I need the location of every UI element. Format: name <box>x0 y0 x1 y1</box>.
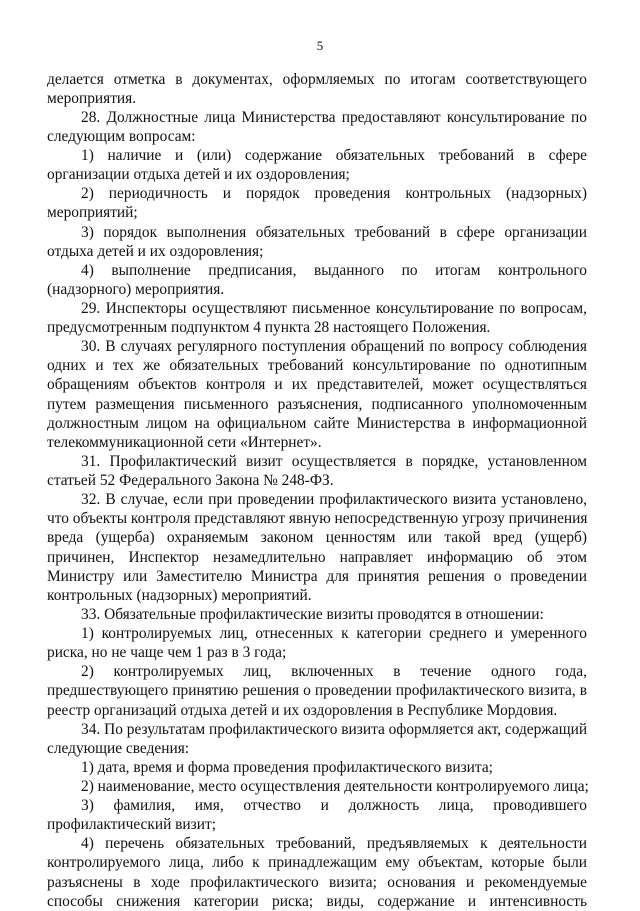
text-line: причинен, Инспектор незамедлительно направляет информацию об этом <box>47 548 587 566</box>
text-line: контролируемого лица, либо к принадлежащим ему объектам, которые были <box>47 854 587 872</box>
text-line: статьей 52 Федерального Закона № 248-ФЗ. <box>47 472 334 489</box>
text-line: отдыха детей и их оздоровления; <box>47 242 264 260</box>
text-line: профилактический визит; <box>47 816 216 834</box>
text-line: путем размещения письменного разъяснения, подписанного уполномоченным <box>47 395 587 413</box>
text-line: контрольных (надзорных) мероприятий. <box>47 586 312 604</box>
text-line: телекоммуникационной сети «Интернет». <box>47 433 322 451</box>
text-line: 1) дата, время и форма проведения профилактического визита; <box>81 758 493 776</box>
text-line: 34. По результатам профилактического визита оформляется акт, содержащий <box>81 720 588 738</box>
text-line: одних и тех же обязательных требований консультирование по однотипным <box>47 357 587 375</box>
text-line: риска, но не чаще чем 1 раз в 3 года; <box>47 644 287 662</box>
page-number: 5 <box>316 38 324 53</box>
text-line: вреда (ущерба) охраняемым законом ценностям или такой вред (ущерб) <box>47 529 587 547</box>
text-line: разъяснены в ходе профилактического визита; основания и рекомендуемые <box>47 873 587 891</box>
text-line: 2) контролируемых лиц, включенных в течение одного года, <box>81 663 587 681</box>
text-line: (надзорного) мероприятия. <box>47 280 225 298</box>
text-line: предусмотренным подпунктом 4 пункта 28 настоящего Положения. <box>47 319 491 337</box>
text-line: обращениям объектов контроля и их представителей, может осуществляться <box>47 376 587 394</box>
text-line: организации отдыха детей и их оздоровления; <box>47 166 350 184</box>
text-line: следующим вопросам: <box>47 127 196 145</box>
text-line: реестр организаций отдыха детей и их оздоровления в Республике Мордовия. <box>47 701 558 719</box>
text-line: 4) выполнение предписания, выданного по итогам контрольного <box>81 261 587 279</box>
text-line: способы снижения категории риска; виды, содержание и интенсивность <box>47 892 587 910</box>
text-line: что объекты контроля представляют явную непосредственную угрозу причинения <box>47 510 588 528</box>
text-line: 29. Инспекторы осуществляют письменное консультирование по вопросам, <box>81 299 587 317</box>
text-line: 31. Профилактический визит осуществляется в порядке, установленном <box>81 452 587 470</box>
text-line: мероприятия. <box>47 89 137 107</box>
text-line: мероприятий; <box>47 204 138 222</box>
text-line: 32. В случае, если при проведении профилактического визита установлено, <box>81 491 587 509</box>
text-line: 30. В случаях регулярного поступления обращений по вопросу соблюдения <box>81 338 587 356</box>
text-line: 4) перечень обязательных требований, предъявляемых к деятельности <box>81 835 587 853</box>
text-line: 28. Должностные лица Министерства предоставляют консультирование по <box>81 108 587 126</box>
text-line: Министру или Заместителю Министра для принятия решения о проведении <box>47 567 587 585</box>
text-line: 3) порядок выполнения обязательных требований в сфере организации <box>81 223 587 241</box>
text-line: следующие сведения: <box>47 739 190 757</box>
text-line: 2) периодичность и порядок проведения контрольных (надзорных) <box>81 185 587 203</box>
text-line: предшествующего принятию решения о проведении профилактического визита, в <box>47 682 587 700</box>
text-line: 1) контролируемых лиц, отнесенных к категории среднего и умеренного <box>81 625 587 642</box>
text-line: 1) наличие и (или) содержание обязательных требований в сфере <box>81 147 587 164</box>
text-line: 33. Обязательные профилактические визиты проводятся в отношении: <box>81 605 544 623</box>
text-line: должностным лицом на официальном сайте Министерства в информационной <box>47 414 587 432</box>
text-line: 3) фамилия, имя, отчество и должность лица, проводившего <box>81 797 587 815</box>
text-line: делается отметка в документах, оформляемых по итогам соответствующего <box>47 70 587 88</box>
text-line: 2) наименование, место осуществления деятельности контролируемого лица; <box>81 777 589 795</box>
